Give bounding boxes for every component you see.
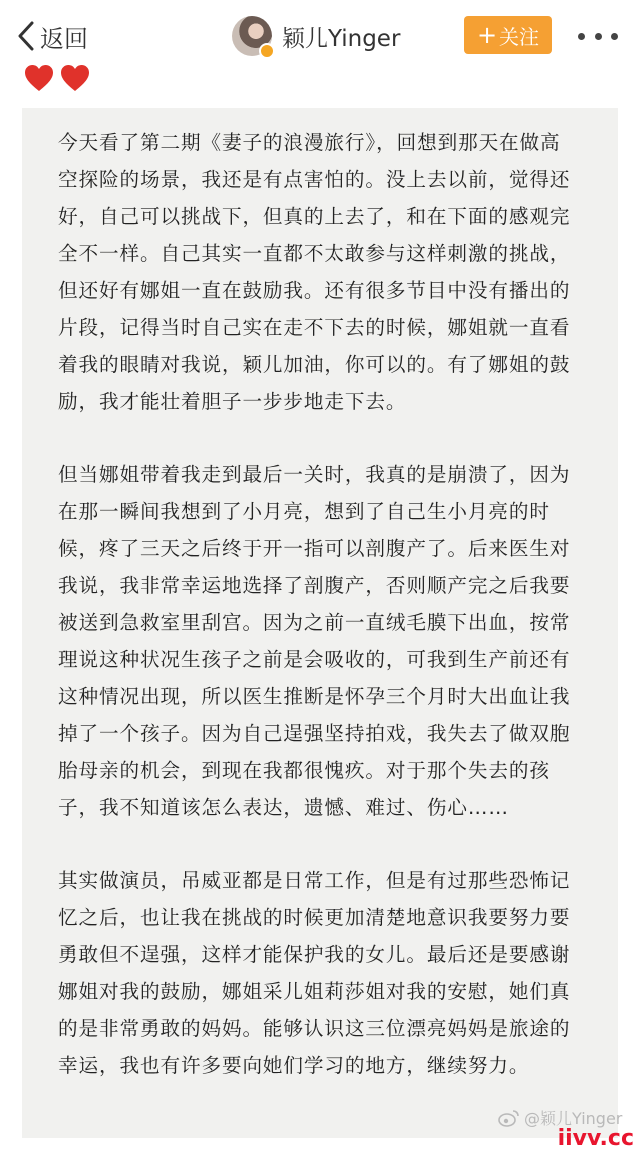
avatar[interactable] bbox=[232, 16, 272, 56]
plus-icon: + bbox=[476, 21, 498, 49]
follow-button[interactable] bbox=[464, 16, 552, 54]
more-dots-icon bbox=[611, 33, 618, 40]
heart-icon bbox=[60, 64, 90, 92]
user-header[interactable] bbox=[232, 14, 400, 58]
post-article-text bbox=[58, 124, 574, 1084]
paragraph-3: 其实做演员，吊威亚都是日常工作，但是有过那些恐怖记忆之后，也让我在挑战的时候更加清楚地意识我要努力要勇敢但不逞强，这样才能保护我的女儿。最后还是要感谢娜姐对我的鼓励，娜姐采儿姐莉莎姐对我的安慰，她们真的是非常勇敢的妈妈。能够认识这三位漂亮妈妈是旅途的幸运，我也有许多要向她们学习的地方，继续努力。 bbox=[58, 869, 571, 1077]
paragraph-2: 但当娜姐带着我走到最后一关时，我真的是崩溃了，因为在那一瞬间我想到了小月亮，想到了自己生小月亮的时候，疼了三天之后终于开一指可以剖腹产了。后来医生对我说，我非常幸运地选择了剖腹产，否则顺产完之后我要被送到急救室里刮宫。因为之前一直绒毛膜下出血，按常理说这种状况生孩子之前是会吸收的，可我到生产前还有这种情况出现，所以医生推断是怀孕三个月时大出血让我掉了一个孩子。因为自己逞强坚持拍戏，我失去了做双胞胎母亲的机会，到现在我都很愧疚。对于那个失去的孩子，我不知道该怎么表达，遗憾、难过、伤心…… bbox=[58, 463, 571, 819]
chevron-left-icon bbox=[18, 21, 34, 51]
paragraph-1: 今天看了第二期《妻子的浪漫旅行》，回想到那天在做高空探险的场景，我还是有点害怕的。没上去以前，觉得还好，自己可以挑战下，但真的上去了，和在下面的感观完全不一样。自己其实一直都不太敢参与这样刺激的挑战，但还好有娜姐一直在鼓励我。还有很多节目中没有播出的片段，记得当时自己实在走不下去的时候，娜姐就一直看着我的眼睛对我说，颖儿加油，你可以的。有了娜姐的鼓励，我才能壮着胆子一步步地走下去。 bbox=[58, 131, 571, 413]
weibo-watermark-text: @颖儿Yinger bbox=[524, 1109, 623, 1128]
back-label: 返回 bbox=[40, 24, 88, 53]
username[interactable]: 颖儿Yinger bbox=[282, 25, 401, 52]
site-watermark: iivv.cc bbox=[557, 1126, 634, 1151]
back-button[interactable] bbox=[18, 14, 88, 58]
paragraph-gap bbox=[58, 826, 574, 862]
verified-badge-icon bbox=[259, 43, 275, 59]
more-options-button[interactable] bbox=[578, 22, 618, 50]
more-dots-icon bbox=[595, 33, 602, 40]
follow-label: 关注 bbox=[499, 24, 540, 49]
heart-icon bbox=[24, 64, 54, 92]
weibo-logo-icon bbox=[498, 1109, 520, 1127]
paragraph-gap bbox=[58, 420, 574, 456]
more-dots-icon bbox=[578, 33, 585, 40]
emoji-hearts bbox=[24, 64, 96, 92]
top-navigation-bar bbox=[0, 0, 640, 72]
